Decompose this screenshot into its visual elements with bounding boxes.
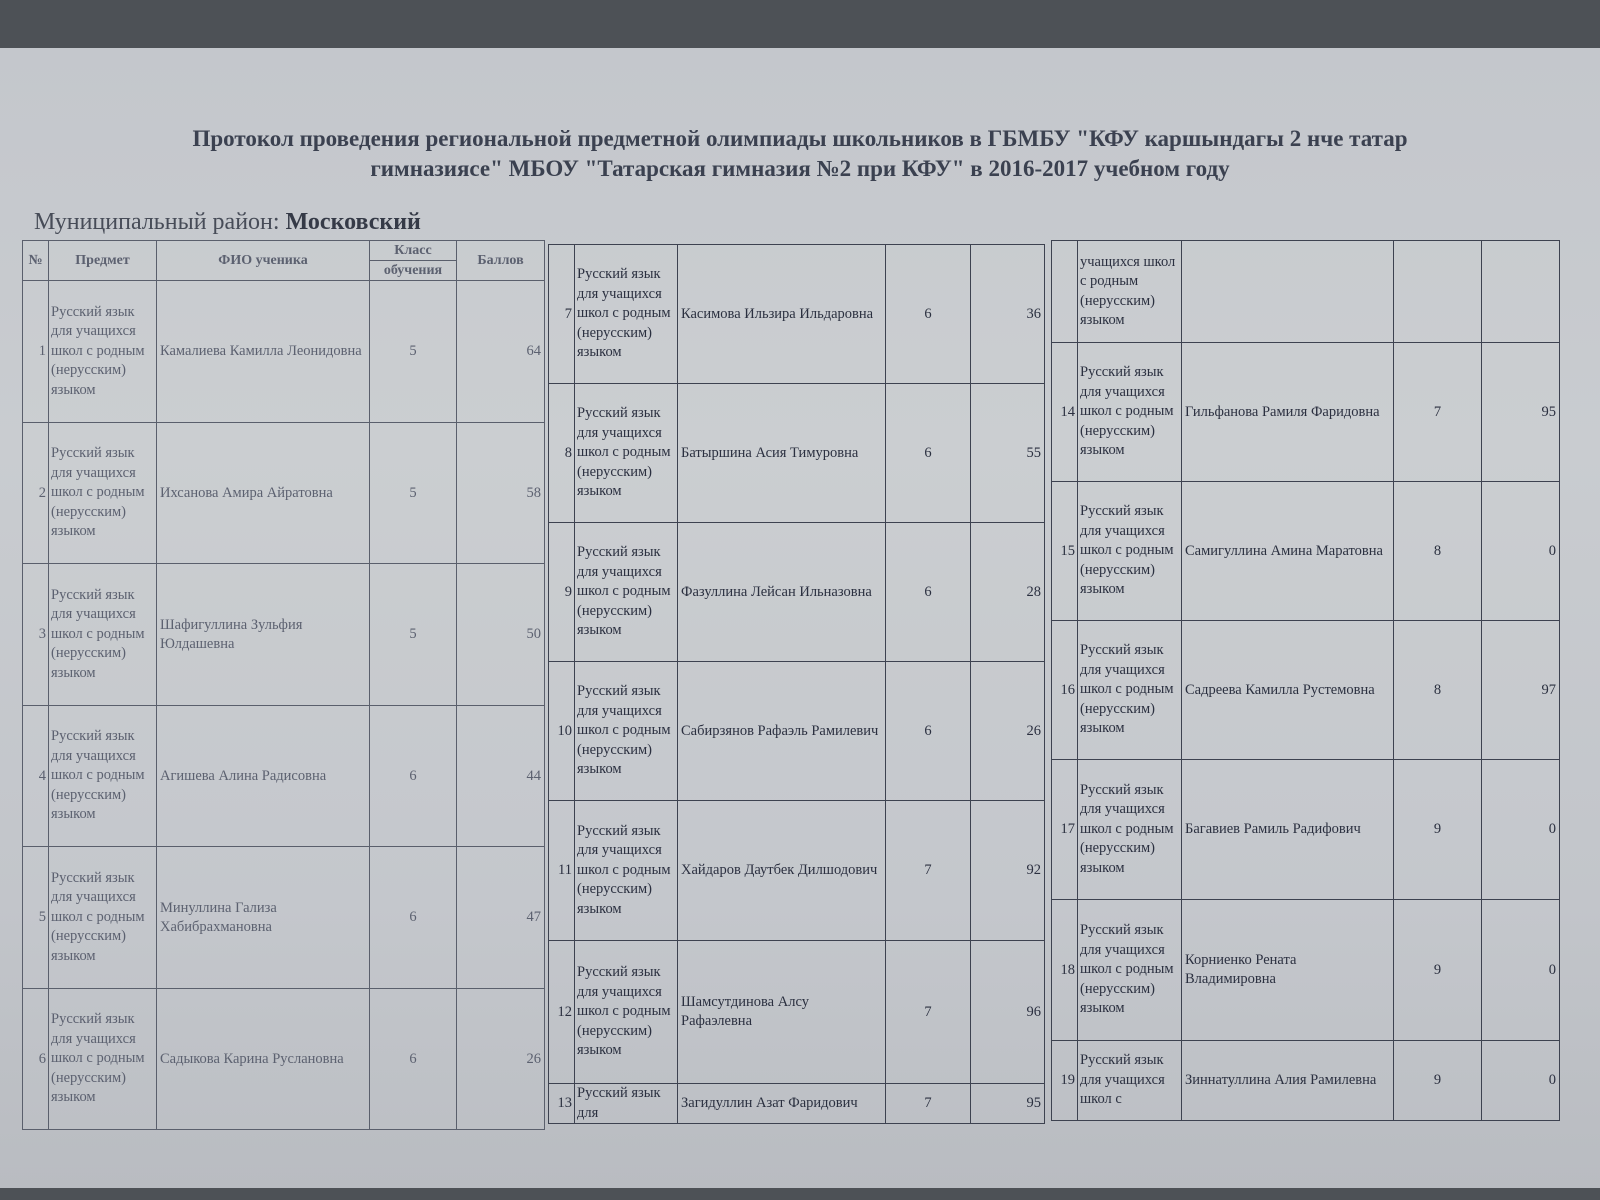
cell-student-name: Корниенко Рената Владимировна bbox=[1182, 900, 1394, 1041]
title-line-1: Протокол проведения региональной предметной олимпиады школьников в ГБМБУ "КФУ каршындагы 2 нче татар bbox=[192, 126, 1408, 151]
cell-student-name: Шамсутдинова Алсу Рафаэлевна bbox=[678, 941, 886, 1084]
cell-points: 55 bbox=[971, 384, 1045, 523]
table-row bbox=[549, 523, 1045, 662]
table-body bbox=[23, 281, 545, 1130]
title-line-2: гимназиясе" МБОУ "Татарская гимназия №2 при КФУ" в 2016-2017 учебном году bbox=[370, 156, 1230, 181]
cell-subject: Русский язык для учащихся школ с родным (нерусским) языком bbox=[1078, 343, 1182, 482]
cell-subject: Русский язык для учащихся школ с родным (нерусским) языком bbox=[49, 564, 157, 706]
table-row bbox=[549, 941, 1045, 1084]
cell-points: 0 bbox=[1482, 760, 1560, 900]
cell-class: 7 bbox=[886, 801, 971, 941]
cell-subject: Русский язык для учащихся школ с родным (нерусским) языком bbox=[575, 941, 678, 1084]
cell-subject-continuation: учащихся школ с родным (нерусским) языком bbox=[1078, 241, 1182, 343]
cell-subject: Русский язык для учащихся школ с родным (нерусским) языком bbox=[1078, 621, 1182, 760]
cell-class: 6 bbox=[886, 245, 971, 384]
cell-num: 5 bbox=[23, 847, 49, 989]
table-row bbox=[23, 423, 545, 564]
cell-student-name: Сабирзянов Рафаэль Рамилевич bbox=[678, 662, 886, 801]
cell-num: 10 bbox=[549, 662, 575, 801]
table-body bbox=[1052, 343, 1560, 1121]
cell-student-name: Минуллина Гализа Хабибрахмановна bbox=[157, 847, 370, 989]
cell-class bbox=[1394, 241, 1482, 343]
cell-class: 6 bbox=[886, 523, 971, 662]
protocol-title bbox=[30, 124, 1570, 184]
cell-student-name: Гильфанова Рамиля Фаридовна bbox=[1182, 343, 1394, 482]
cell-student-name: Фазуллина Лейсан Ильназовна bbox=[678, 523, 886, 662]
cell-student-name: Агишева Алина Радисовна bbox=[157, 706, 370, 847]
cell-class: 7 bbox=[886, 941, 971, 1084]
table-row bbox=[23, 989, 545, 1130]
table-row bbox=[549, 1084, 1045, 1124]
cell-num: 4 bbox=[23, 706, 49, 847]
header-row bbox=[23, 241, 545, 261]
cell-num: 16 bbox=[1052, 621, 1078, 760]
cell-points: 64 bbox=[457, 281, 545, 423]
cell-class: 8 bbox=[1394, 482, 1482, 621]
table-row bbox=[549, 662, 1045, 801]
cell-points: 92 bbox=[971, 801, 1045, 941]
cell-points: 26 bbox=[457, 989, 545, 1130]
table-row-continuation bbox=[1052, 241, 1560, 343]
cell-student-name: Камалиева Камилла Леонидовна bbox=[157, 281, 370, 423]
cell-class: 5 bbox=[370, 281, 457, 423]
cell-subject: Русский язык для учащихся школ с родным (нерусским) языком bbox=[1078, 760, 1182, 900]
results-table-part-2 bbox=[548, 244, 1045, 1124]
district-value: Московский bbox=[285, 209, 421, 235]
cell-class: 6 bbox=[370, 847, 457, 989]
cell-points: 58 bbox=[457, 423, 545, 564]
cell-student-name: Зиннатуллина Алия Рамилевна bbox=[1182, 1041, 1394, 1121]
cell-student-name: Батыршина Асия Тимуровна bbox=[678, 384, 886, 523]
cell-fio bbox=[1182, 241, 1394, 343]
cell-subject: Русский язык для учащихся школ с родным (нерусским) языком bbox=[49, 989, 157, 1130]
cell-class: 9 bbox=[1394, 1041, 1482, 1121]
cell-num: 3 bbox=[23, 564, 49, 706]
table-row bbox=[549, 801, 1045, 941]
table-row bbox=[23, 847, 545, 989]
cell-points: 28 bbox=[971, 523, 1045, 662]
cell-subject: Русский язык для учащихся школ с родным (нерусским) языком bbox=[49, 423, 157, 564]
cell-points: 50 bbox=[457, 564, 545, 706]
cell-subject: Русский язык для учащихся школ с родным (нерусским) языком bbox=[1078, 900, 1182, 1041]
table-row bbox=[23, 281, 545, 423]
cell-subject: Русский язык для bbox=[575, 1084, 678, 1124]
cell-student-name: Садреева Камилла Рустемовна bbox=[1182, 621, 1394, 760]
cell-num: 17 bbox=[1052, 760, 1078, 900]
cell-student-name: Шафигуллина Зульфия Юлдашевна bbox=[157, 564, 370, 706]
cell-student-name: Самигуллина Амина Маратовна bbox=[1182, 482, 1394, 621]
cell-class: 6 bbox=[370, 706, 457, 847]
cell-subject: Русский язык для учащихся школ с родным (нерусским) языком bbox=[575, 245, 678, 384]
cell-num: 12 bbox=[549, 941, 575, 1084]
table-row bbox=[23, 564, 545, 706]
table-row bbox=[1052, 343, 1560, 482]
cell-student-name: Загидуллин Азат Фаридович bbox=[678, 1084, 886, 1124]
cell-student-name: Багавиев Рамиль Радифович bbox=[1182, 760, 1394, 900]
cell-subject: Русский язык для учащихся школ с родным (нерусским) языком bbox=[49, 847, 157, 989]
cell-class: 9 bbox=[1394, 760, 1482, 900]
cell-subject: Русский язык для учащихся школ с родным (нерусским) языком bbox=[575, 801, 678, 941]
cell-subject: Русский язык для учащихся школ с родным (нерусским) языком bbox=[575, 523, 678, 662]
cell-points: 44 bbox=[457, 706, 545, 847]
cell-subject: Русский язык для учащихся школ с родным (нерусским) языком bbox=[575, 662, 678, 801]
header-class-top: Класс bbox=[370, 241, 457, 261]
cell-num: 18 bbox=[1052, 900, 1078, 1041]
district-line bbox=[34, 209, 421, 236]
cell-subject: Русский язык для учащихся школ с родным (нерусским) языком bbox=[49, 281, 157, 423]
cell-class: 6 bbox=[886, 662, 971, 801]
cell-subject: Русский язык для учащихся школ с bbox=[1078, 1041, 1182, 1121]
cell-num: 14 bbox=[1052, 343, 1078, 482]
results-table-part-1 bbox=[22, 240, 545, 1130]
table-row bbox=[1052, 621, 1560, 760]
table-row bbox=[549, 384, 1045, 523]
table-row bbox=[1052, 900, 1560, 1041]
cell-class: 9 bbox=[1394, 900, 1482, 1041]
cell-num: 11 bbox=[549, 801, 575, 941]
cell-class: 6 bbox=[886, 384, 971, 523]
table-row bbox=[549, 245, 1045, 384]
cell-points bbox=[1482, 241, 1560, 343]
cell-subject: Русский язык для учащихся школ с родным (нерусским) языком bbox=[575, 384, 678, 523]
cell-points: 96 bbox=[971, 941, 1045, 1084]
cell-points: 0 bbox=[1482, 1041, 1560, 1121]
cell-points: 97 bbox=[1482, 621, 1560, 760]
results-table-part-3 bbox=[1051, 240, 1560, 1121]
header-subject: Предмет bbox=[49, 241, 157, 281]
cell-num: 6 bbox=[23, 989, 49, 1130]
table-row bbox=[1052, 760, 1560, 900]
cell-student-name: Хайдаров Даутбек Дилшодович bbox=[678, 801, 886, 941]
cell-points: 95 bbox=[971, 1084, 1045, 1124]
cell-points: 0 bbox=[1482, 900, 1560, 1041]
cell-num: 13 bbox=[549, 1084, 575, 1124]
cell-num: 1 bbox=[23, 281, 49, 423]
cell-num: 9 bbox=[549, 523, 575, 662]
cell-points: 26 bbox=[971, 662, 1045, 801]
cell-class: 7 bbox=[886, 1084, 971, 1124]
cell-points: 36 bbox=[971, 245, 1045, 384]
header-class-bottom: обучения bbox=[370, 261, 457, 281]
header-fio: ФИО ученика bbox=[157, 241, 370, 281]
cell-subject: Русский язык для учащихся школ с родным (нерусским) языком bbox=[1078, 482, 1182, 621]
cell-student-name: Касимова Ильзира Ильдаровна bbox=[678, 245, 886, 384]
cell-num: 2 bbox=[23, 423, 49, 564]
cell-subject: Русский язык для учащихся школ с родным (нерусским) языком bbox=[49, 706, 157, 847]
table-body bbox=[549, 245, 1045, 1124]
header-num: № bbox=[23, 241, 49, 281]
cell-student-name: Ихсанова Амира Айратовна bbox=[157, 423, 370, 564]
table-row bbox=[23, 706, 545, 847]
cell-class: 5 bbox=[370, 564, 457, 706]
cell-class: 5 bbox=[370, 423, 457, 564]
cell-points: 95 bbox=[1482, 343, 1560, 482]
header-points: Баллов bbox=[457, 241, 545, 281]
district-label: Муниципальный район: bbox=[34, 209, 280, 235]
cell-num bbox=[1052, 241, 1078, 343]
table-row bbox=[1052, 1041, 1560, 1121]
cell-student-name: Садыкова Карина Руслановна bbox=[157, 989, 370, 1130]
cell-points: 47 bbox=[457, 847, 545, 989]
cell-num: 8 bbox=[549, 384, 575, 523]
cell-class: 7 bbox=[1394, 343, 1482, 482]
cell-num: 19 bbox=[1052, 1041, 1078, 1121]
cell-points: 0 bbox=[1482, 482, 1560, 621]
cell-num: 7 bbox=[549, 245, 575, 384]
table-row bbox=[1052, 482, 1560, 621]
cell-class: 8 bbox=[1394, 621, 1482, 760]
cell-num: 15 bbox=[1052, 482, 1078, 621]
cell-class: 6 bbox=[370, 989, 457, 1130]
